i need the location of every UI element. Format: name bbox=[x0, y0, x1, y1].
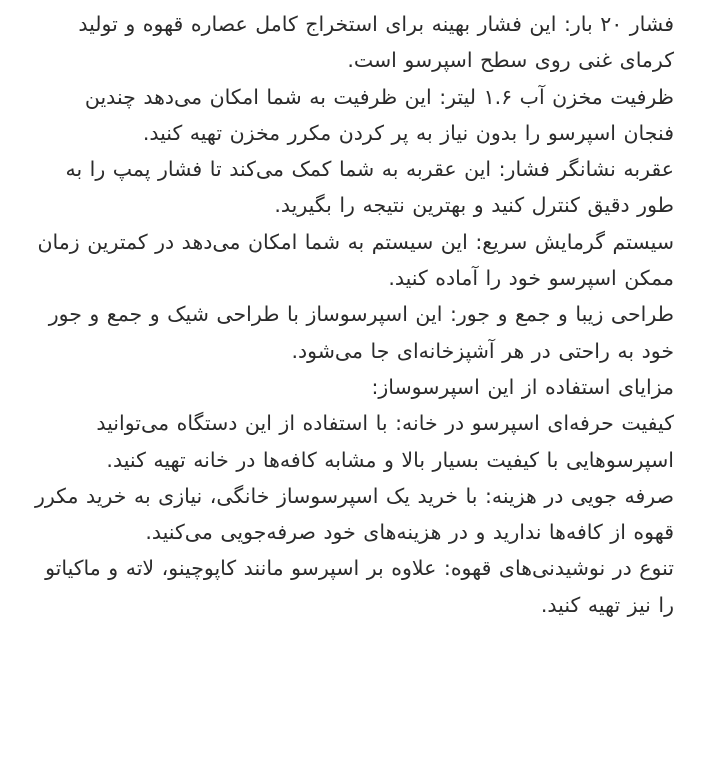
feature-text: این اسپرسوساز با طراحی شیک و جمع و جور خود به راحتی در هر آشپزخانه‌ای جا می‌شود. bbox=[48, 302, 674, 363]
benefit-cost-saving bbox=[28, 478, 674, 551]
feature-term: سیستم گرمایش سریع: bbox=[475, 229, 674, 254]
feature-compact-design bbox=[28, 296, 674, 369]
feature-text: این سیستم به شما امکان می‌دهد در کمترین زمان ممکن اسپرسو خود را آماده کنید. bbox=[37, 229, 674, 291]
benefit-term: تنوع در نوشیدنی‌های قهوه: bbox=[443, 556, 674, 581]
benefit-term: صرفه جویی در هزینه: bbox=[484, 483, 674, 508]
benefit-drink-variety bbox=[28, 550, 674, 623]
benefits-heading: مزایای استفاده از این اسپرسوساز: bbox=[371, 374, 674, 399]
benefit-home-quality bbox=[28, 405, 674, 478]
benefit-text: با خرید یک اسپرسوساز خانگی، نیازی به خرید مکرر قهوه از کافه‌ها ندارید و در هزینه‌های خود صرفه‌جویی می‌کنید. bbox=[34, 483, 674, 545]
feature-text: این ظرفیت به شما امکان می‌دهد چندین فنجان اسپرسو را بدون نیاز به پر کردن مکرر مخزن تهیه کنید. bbox=[84, 84, 674, 145]
feature-term: عقربه نشانگر فشار: bbox=[498, 157, 674, 182]
article-body bbox=[28, 6, 674, 623]
feature-text: این فشار بهینه برای استخراج کامل عصاره قهوه و تولید کرمای غنی روی سطح اسپرسو است. bbox=[78, 12, 674, 73]
feature-text: این عقربه به شما کمک می‌کند تا فشار پمپ را به طور دقیق کنترل کنید و بهترین نتیجه را بگیرید. bbox=[65, 157, 674, 218]
feature-term: ظرفیت مخزن آب ۱.۶ لیتر: bbox=[439, 84, 674, 109]
feature-term: فشار ۲۰ بار: bbox=[563, 12, 674, 36]
benefit-term: کیفیت حرفه‌ای اسپرسو در خانه: bbox=[395, 411, 674, 436]
feature-pressure bbox=[28, 6, 674, 79]
feature-fast-heating bbox=[28, 224, 674, 297]
feature-pressure-gauge bbox=[28, 151, 674, 224]
feature-water-tank bbox=[28, 79, 674, 152]
benefit-text: با استفاده از این دستگاه می‌توانید اسپرسوهایی با کیفیت بسیار بالا و مشابه کافه‌ها در خانه تهیه کنید. bbox=[96, 411, 674, 472]
benefit-text: علاوه بر اسپرسو مانند کاپوچینو، لاته و ماکیاتو را نیز تهیه کنید. bbox=[45, 556, 674, 617]
feature-term: طراحی زیبا و جمع و جور: bbox=[449, 302, 674, 327]
